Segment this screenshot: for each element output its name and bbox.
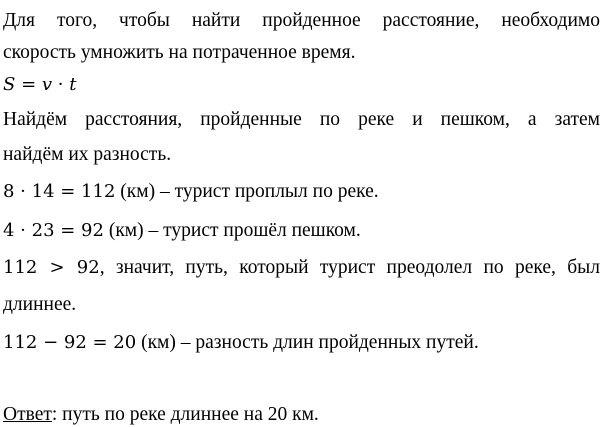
- intro-line-1: Для того, чтобы найти пройденное расстояние, необходимо: [3, 10, 600, 31]
- formula-t: t: [69, 74, 77, 95]
- walk-expression: 4 · 23 = 92: [3, 220, 104, 241]
- distance-formula: [3, 73, 76, 97]
- find-line-1: Найдём расстояния, пройденные по реке и пешком, а затем: [3, 109, 600, 130]
- compare-line-2: длиннее.: [3, 294, 77, 315]
- formula-s: S: [3, 74, 16, 95]
- answer-text: : путь по реке длиннее на 20 км.: [51, 404, 319, 425]
- intro-line-2: скорость умножить на потраченное время.: [3, 42, 356, 63]
- difference-text: (км) – разность длин пройденных путей.: [136, 332, 479, 353]
- difference-line: [3, 331, 479, 355]
- walk-text: (км) – турист прошёл пешком.: [103, 220, 361, 241]
- answer-label: Ответ: [3, 404, 52, 425]
- river-text: (км) – турист проплыл по реке.: [115, 181, 379, 202]
- find-line-2: найдём их разность.: [3, 144, 172, 165]
- difference-expression: 112 − 92 = 20: [3, 332, 137, 353]
- compare-text: , значит, путь, который турист преодолел по реке, был: [99, 257, 600, 278]
- river-distance-line: [3, 180, 379, 204]
- compare-line-1: [3, 256, 600, 280]
- answer-line: [3, 403, 319, 427]
- formula-dot: ·: [52, 74, 70, 95]
- formula-equals: =: [15, 74, 42, 95]
- formula-v: v: [41, 74, 53, 95]
- river-expression: 8 · 14 = 112: [3, 181, 116, 202]
- walk-distance-line: [3, 219, 361, 243]
- compare-expression: 112 > 92: [3, 257, 100, 278]
